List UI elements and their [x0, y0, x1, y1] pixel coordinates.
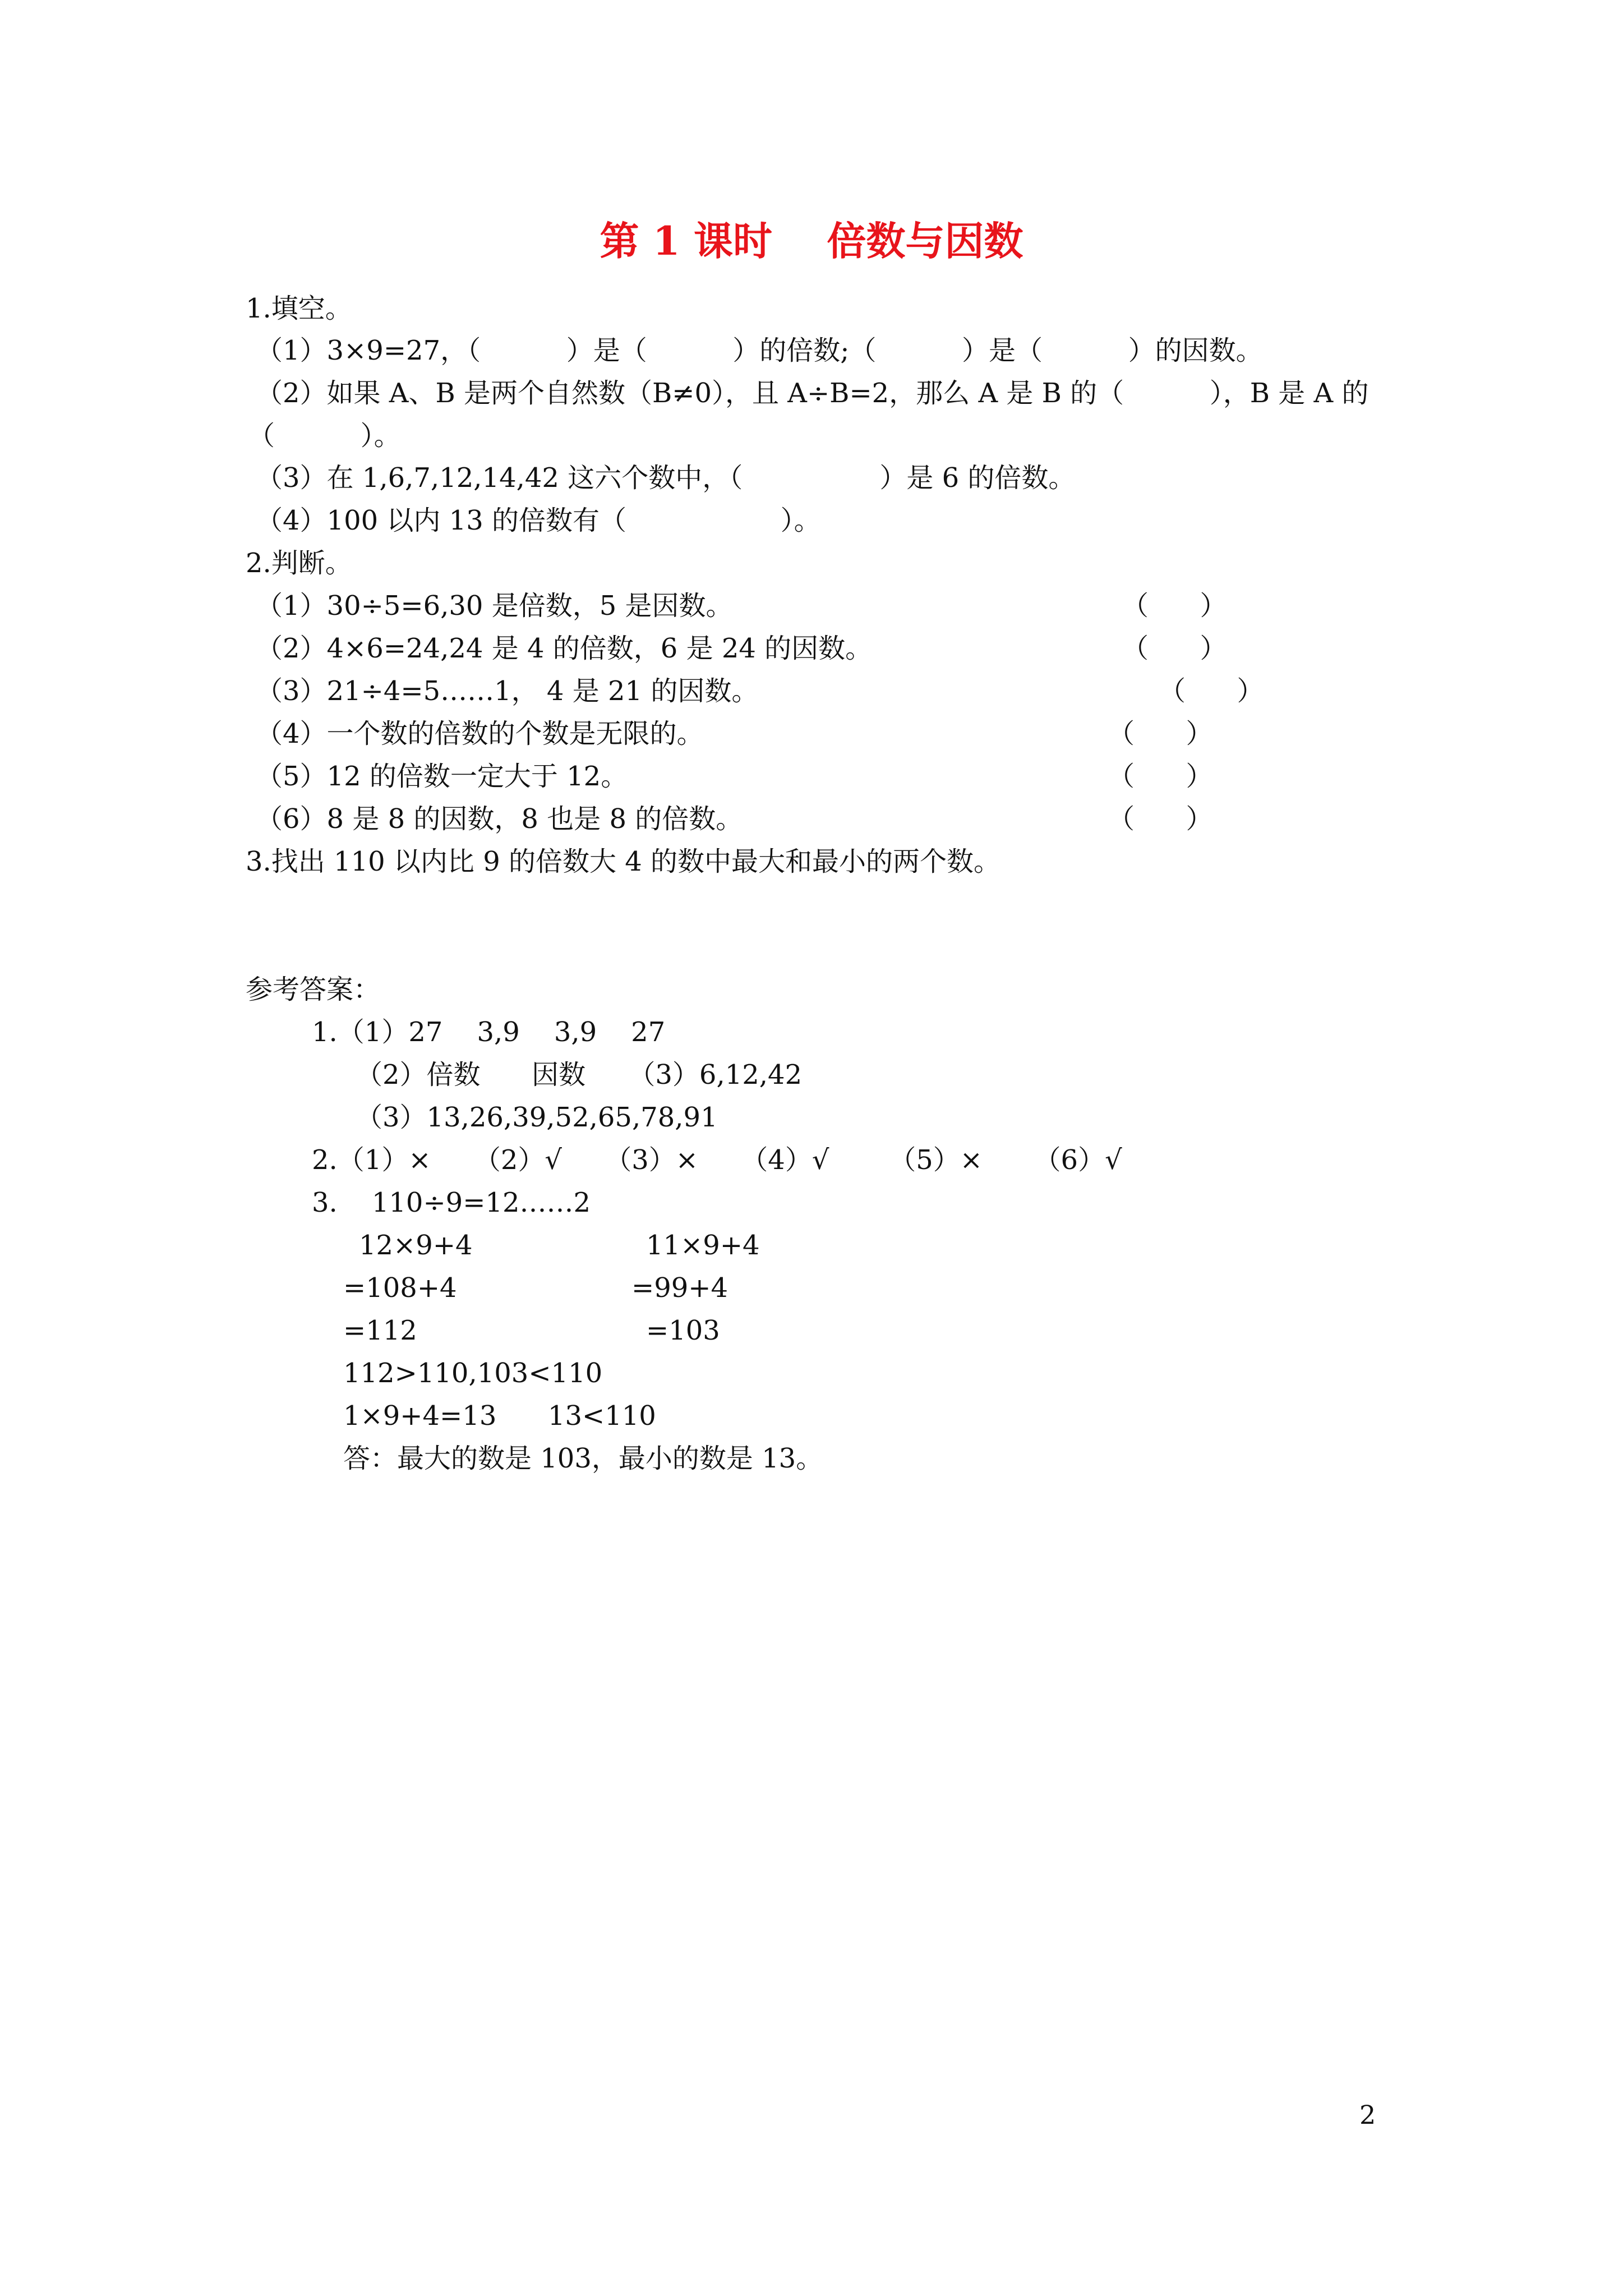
answer-3-calc-left-1: 12×9+4 — [359, 1230, 473, 1261]
q2-item-5: （5）12 的倍数一定大于 12。 — [256, 761, 628, 792]
q1-heading: 1.填空。 — [246, 293, 352, 324]
q2-item-2: （2）4×6=24,24 是 4 的倍数，6 是 24 的因数。 — [256, 633, 873, 664]
answer-1-line-1: 1.（1）27 3,9 3,9 27 — [312, 1016, 666, 1048]
answer-3-min-calc: 1×9+4=13 13<110 — [343, 1400, 656, 1432]
q2-heading: 2.判断。 — [246, 547, 352, 579]
q1-item-3: （3）在 1,6,7,12,14,42 这六个数中，（ ）是 6 的倍数。 — [256, 462, 1076, 494]
q1-item-2-cont: （ ）。 — [248, 420, 401, 452]
q2-item-3: （3）21÷4=5……1， 4 是 21 的因数。 — [256, 675, 759, 707]
q2-answer-blank-3: （ ） — [1159, 675, 1264, 707]
q2-answer-blank-5: （ ） — [1108, 761, 1213, 792]
answer-3-calc-right-3: =103 — [646, 1315, 720, 1346]
answer-3-line-1: 3. 110÷9=12……2 — [312, 1187, 591, 1218]
q3-text: 3.找出 110 以内比 9 的倍数大 4 的数中最大和最小的两个数。 — [246, 846, 1001, 877]
q2-item-4: （4）一个数的倍数的个数是无限的。 — [256, 718, 704, 749]
q1-item-2: （2）如果 A、B 是两个自然数（B≠0），且 A÷B=2，那么 A 是 B 的（ ），B 是 A 的 — [256, 378, 1369, 409]
answer-2: 2.（1）× （2）√ （3）× （4）√ （5）× （6）√ — [312, 1144, 1122, 1176]
answer-1-line-2: （2）倍数 因数 （3）6,12,42 — [356, 1059, 803, 1091]
q1-item-1: （1）3×9=27，（ ）是（ ）的倍数;（ ）是（ ）的因数。 — [256, 335, 1263, 366]
answer-3-calc-left-3: =112 — [343, 1315, 417, 1346]
q2-answer-blank-6: （ ） — [1108, 803, 1213, 835]
q2-answer-blank-2: （ ） — [1122, 633, 1227, 664]
q2-answer-blank-4: （ ） — [1108, 718, 1213, 749]
answer-3-calc-right-1: 11×9+4 — [646, 1230, 760, 1261]
answer-3-comparison: 112>110,103<110 — [343, 1358, 603, 1389]
q2-item-6: （6）8 是 8 的因数，8 也是 8 的倍数。 — [256, 803, 743, 835]
page-number: 2 — [1359, 2100, 1376, 2130]
q2-item-1: （1）30÷5=6,30 是倍数，5 是因数。 — [256, 590, 733, 622]
answer-1-line-3: （3）13,26,39,52,65,78,91 — [356, 1102, 718, 1133]
answer-3-calc-left-2: =108+4 — [343, 1272, 457, 1304]
answers-heading: 参考答案： — [246, 974, 381, 1005]
q2-answer-blank-1: （ ） — [1122, 590, 1227, 622]
answer-3-calc-right-2: =99+4 — [631, 1272, 728, 1304]
answer-3-conclusion: 答：最大的数是 103，最小的数是 13。 — [343, 1443, 823, 1474]
q1-item-4: （4）100 以内 13 的倍数有（ ）。 — [256, 505, 821, 536]
page-title: 第 1 课时 倍数与因数 — [600, 218, 1023, 264]
